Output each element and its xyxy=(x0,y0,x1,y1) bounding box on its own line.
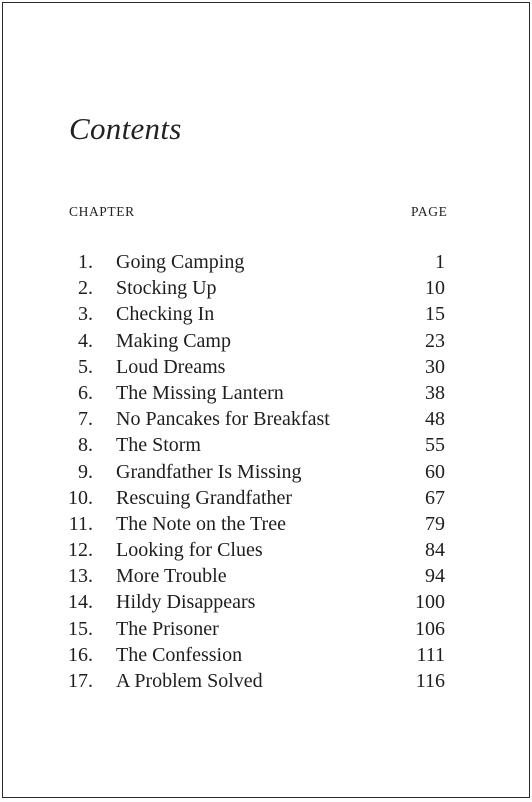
page-number: 38 xyxy=(425,381,445,404)
toc-entry xyxy=(3,563,529,589)
chapter-number: 13. xyxy=(68,565,93,588)
chapter-number: 2. xyxy=(78,277,93,300)
page-number: 55 xyxy=(425,434,445,457)
toc-entry xyxy=(3,328,529,354)
chapter-number: 4. xyxy=(78,329,93,352)
chapter-title: Making Camp xyxy=(116,329,231,352)
toc-entry xyxy=(3,432,529,458)
toc-entry xyxy=(3,249,529,275)
chapter-number: 10. xyxy=(68,486,93,509)
chapter-title: Loud Dreams xyxy=(116,355,226,378)
chapter-number: 5. xyxy=(78,355,93,378)
page-number: 30 xyxy=(425,355,445,378)
chapter-title: A Problem Solved xyxy=(116,670,263,692)
page-number: 79 xyxy=(425,512,445,535)
toc-entry xyxy=(3,642,529,668)
page-number: 1 xyxy=(435,251,445,273)
toc-entry xyxy=(3,485,529,511)
page-number: 100 xyxy=(415,591,445,614)
toc-entry xyxy=(3,537,529,563)
chapter-title: No Pancakes for Breakfast xyxy=(116,408,330,431)
chapter-title: The Prisoner xyxy=(116,617,219,640)
chapter-number: 12. xyxy=(68,539,93,562)
toc-entry xyxy=(3,589,529,615)
chapter-title: Checking In xyxy=(116,303,215,326)
chapter-title: Stocking Up xyxy=(116,277,217,300)
chapter-title: Hildy Disappears xyxy=(116,591,256,614)
chapter-title: Rescuing Grandfather xyxy=(116,486,293,509)
page-title: Contents xyxy=(69,111,182,146)
page-number: 23 xyxy=(425,329,445,352)
chapter-title: The Missing Lantern xyxy=(116,381,284,404)
chapter-column-header: CHAPTER xyxy=(69,204,135,219)
chapter-number: 9. xyxy=(78,460,93,483)
page-number: 84 xyxy=(425,539,445,562)
contents-page xyxy=(2,2,530,798)
page-number: 111 xyxy=(416,643,445,666)
toc-entry xyxy=(3,511,529,537)
toc-entry xyxy=(3,459,529,485)
toc-entry xyxy=(3,354,529,380)
page-number: 15 xyxy=(425,303,445,326)
page-number: 10 xyxy=(425,277,445,300)
chapter-number: 7. xyxy=(78,408,93,431)
chapter-title: More Trouble xyxy=(116,565,227,588)
page-number: 106 xyxy=(415,617,445,640)
chapter-number: 8. xyxy=(78,434,93,457)
chapter-number: 16. xyxy=(68,643,93,666)
chapter-title: The Confession xyxy=(116,643,243,666)
page-number: 94 xyxy=(425,565,445,588)
toc-entry xyxy=(3,668,529,694)
chapter-number: 11. xyxy=(68,512,93,535)
toc-entry xyxy=(3,275,529,301)
chapter-number: 14. xyxy=(68,591,93,614)
chapter-number: 6. xyxy=(78,381,93,404)
page-number: 48 xyxy=(425,408,445,431)
chapter-number: 1. xyxy=(78,251,93,273)
chapter-title: Going Camping xyxy=(116,251,245,273)
chapter-title: Grandfather Is Missing xyxy=(116,460,302,483)
chapter-number: 17. xyxy=(68,670,93,692)
toc-entry xyxy=(3,616,529,642)
page-number: 60 xyxy=(425,460,445,483)
toc-entry xyxy=(3,301,529,327)
chapter-title: The Note on the Tree xyxy=(116,512,286,535)
toc-entry xyxy=(3,380,529,406)
page-number: 67 xyxy=(425,486,445,509)
chapter-title: The Storm xyxy=(116,434,201,457)
chapter-title: Looking for Clues xyxy=(116,539,263,562)
page-column-header: PAGE xyxy=(411,204,448,219)
toc-entry xyxy=(3,406,529,432)
page-number: 116 xyxy=(415,670,445,692)
table-of-contents xyxy=(3,249,529,694)
chapter-number: 3. xyxy=(78,303,93,326)
chapter-number: 15. xyxy=(68,617,93,640)
